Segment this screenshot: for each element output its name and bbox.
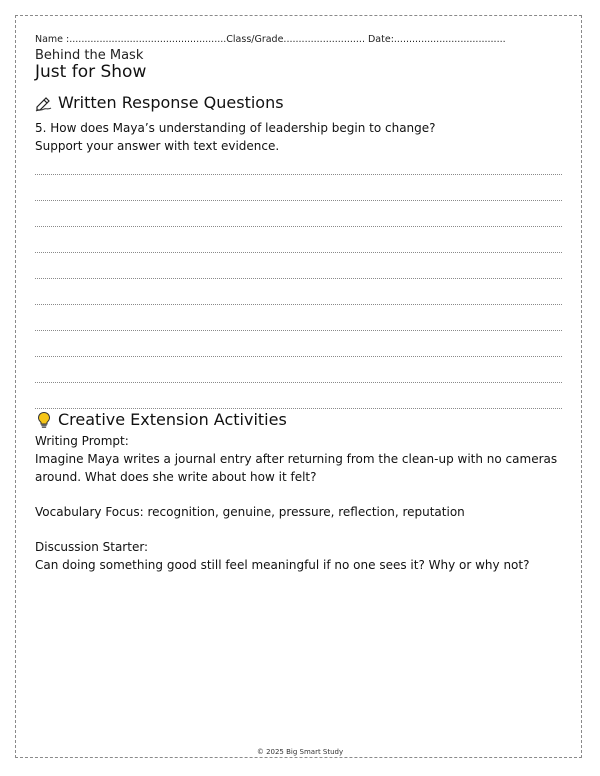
worksheet-subtitle: Behind the Mask [35,48,144,63]
answer-lines[interactable] [35,174,562,434]
creative-extension-heading-text: Creative Extension Activities [58,410,287,429]
discussion-starter-label: Discussion Starter: [35,540,149,554]
copyright-footer: © 2025 Big Smart Study [256,748,344,756]
written-response-heading-text: Written Response Questions [58,93,284,112]
vocabulary-focus: Vocabulary Focus: recognition, genuine, pressure, reflection, reputation [35,505,465,519]
answer-line[interactable] [35,226,562,227]
answer-line[interactable] [35,200,562,201]
question-5 [35,119,570,155]
discussion-starter-text: Can doing something good still feel meaningful if no one sees it? Why or why not? [35,558,530,572]
lightbulb-icon [35,411,53,429]
question-line-1: 5. How does Maya’s understanding of leadership begin to change? [35,121,436,135]
answer-line[interactable] [35,174,562,175]
writing-prompt-text: Imagine Maya writes a journal entry after returning from the clean-up with no cameras around. What does she write about how it felt? [35,452,558,484]
answer-line[interactable] [35,252,562,253]
answer-line[interactable] [35,304,562,305]
answer-line[interactable] [35,408,562,409]
answer-line[interactable] [35,382,562,383]
writing-prompt-label: Writing Prompt: [35,434,129,448]
answer-line[interactable] [35,356,562,357]
answer-line[interactable] [35,330,562,331]
written-response-heading [35,93,284,112]
creative-extension-heading [35,410,287,429]
answer-line[interactable] [35,278,562,279]
worksheet-title: Just for Show [35,62,147,82]
pencil-writing-icon [35,94,53,112]
question-line-2: Support your answer with text evidence. [35,139,280,153]
student-info-fields: Name :....................................................Class/Grade........................... Date:..................................... [35,34,506,45]
